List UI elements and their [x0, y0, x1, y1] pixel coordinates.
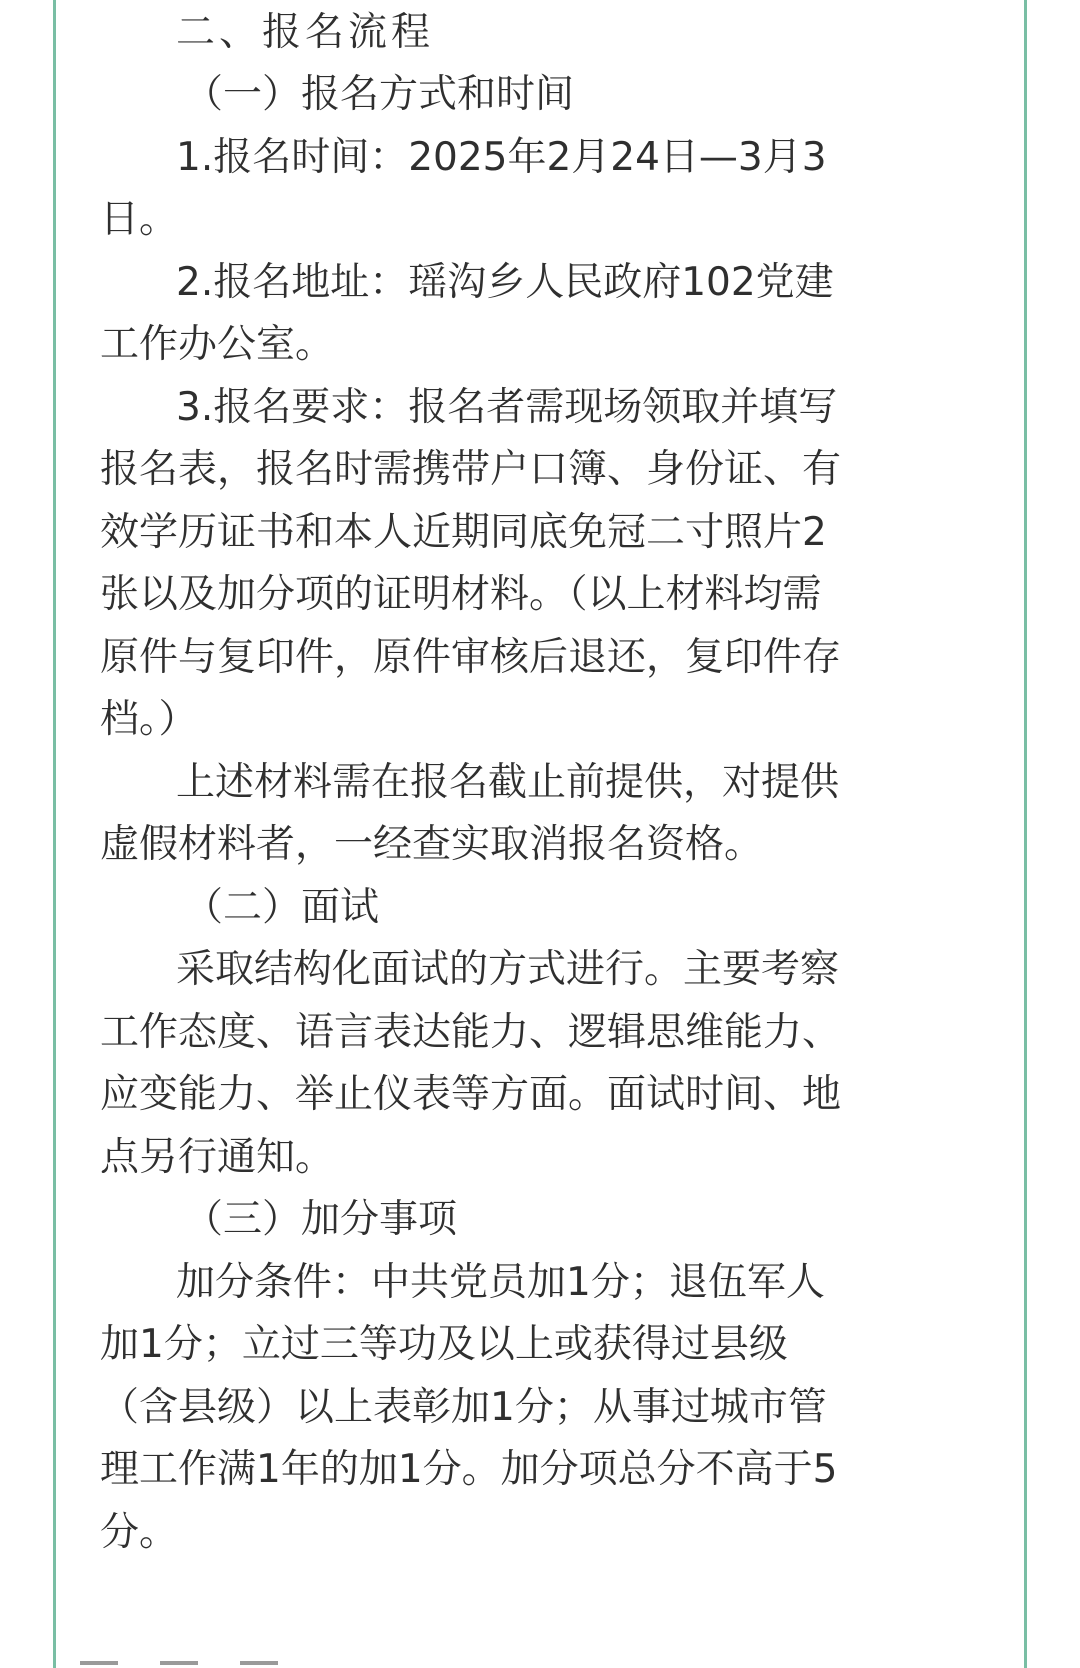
paragraph-line: 采取结构化面试的方式进行。主要考察 [176, 947, 840, 992]
paragraph-line: 虚假材料者，一经查实取消报名资格。 [100, 822, 764, 867]
paragraph-line: 3.报名要求：报名者需现场领取并填写 [176, 385, 838, 430]
paragraph-line: 上述材料需在报名截止前提供，对提供 [176, 760, 840, 805]
paragraph-line: 档。） [100, 697, 198, 742]
paragraph-line: 应变能力、举止仪表等方面。面试时间、地 [100, 1072, 842, 1117]
paragraph-line: 加分条件：中共党员加1分；退伍军人 [176, 1260, 825, 1305]
paragraph-line: 理工作满1年的加1分。加分项总分不高于5 [100, 1447, 838, 1492]
left-border [53, 0, 56, 1668]
paragraph-line: 工作办公室。 [100, 322, 335, 367]
paragraph-line: 日。 [100, 197, 179, 242]
subsection-heading: （一）报名方式和时间 [184, 72, 575, 117]
paragraph-line: 2.报名地址：瑶沟乡人民政府102党建 [176, 260, 834, 305]
paragraph-line: 1.报名时间：2025年2月24日—3月3 [176, 135, 827, 180]
paragraph-line: （含县级）以上表彰加1分；从事过城市管 [100, 1385, 827, 1430]
paragraph-line: 点另行通知。 [100, 1135, 335, 1180]
paragraph-line: 效学历证书和本人近期同底免冠二寸照片2 [100, 510, 827, 555]
paragraph-line: 工作态度、语言表达能力、逻辑思维能力、 [100, 1010, 842, 1055]
paragraph-line: 分。 [100, 1510, 179, 1555]
subsection-heading: （二）面试 [184, 885, 380, 930]
paragraph-line: 报名表，报名时需携带户口簿、身份证、有 [100, 447, 842, 492]
paragraph-line: 张以及加分项的证明材料。（以上材料均需 [100, 572, 822, 617]
paragraph-line: 原件与复印件，原件审核后退还，复印件存 [100, 635, 842, 680]
subsection-heading: （三）加分事项 [184, 1197, 458, 1242]
section-heading: 二、报名流程 [176, 10, 435, 55]
paragraph-line: 加1分；立过三等功及以上或获得过县级 [100, 1322, 788, 1367]
cut-off-next-line [80, 1650, 380, 1668]
right-border [1024, 0, 1027, 1668]
